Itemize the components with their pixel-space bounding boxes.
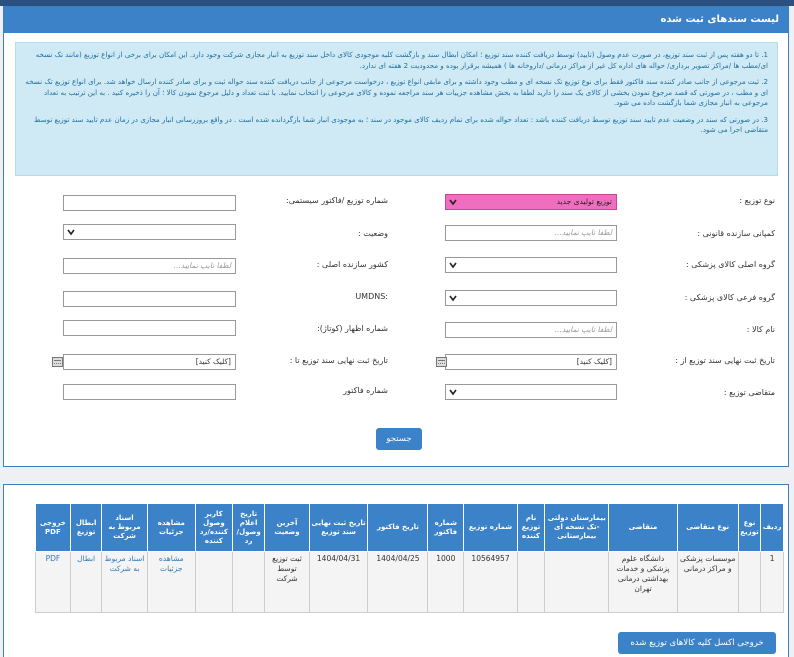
cell-gov-hospital (545, 552, 609, 613)
col-applicant: متقاضی (609, 504, 677, 552)
table-header-row (36, 504, 784, 552)
manufacturer-company-input[interactable]: لطفا تایپ نمایید... (445, 225, 617, 241)
col-receipt-date: تاریخ اعلام وصول/رد (232, 504, 265, 552)
col-company-docs: اسناد مربوط به شرکت (102, 504, 147, 552)
col-dist-type: نوع توزیع (738, 504, 761, 552)
calendar-icon[interactable] (436, 357, 447, 367)
chevron-down-icon (449, 388, 457, 396)
search-button[interactable]: جستجو (376, 428, 422, 450)
medical-main-group-select[interactable] (445, 257, 617, 273)
distribution-type-select[interactable] (445, 194, 617, 210)
applicant-label: متقاضی توزیع : (723, 388, 775, 397)
distribution-type-label: نوع توزیع : (739, 196, 775, 205)
cell-receipt-user (195, 552, 232, 613)
medical-sub-group-label: گروه فرعی کالای پزشکی : (684, 293, 775, 302)
info-paragraph-3: 3. در صورتی که سند در وضعیت عدم تایید سند توزیع توسط دریافت کننده باشد : تعداد حواله شده برای تمام ردیف کالای موجود در سند ؛ به موجودی انبار شما بازگردانده شده است . در واقع بروزرسانی انبار مجازی در زمان عدم تایید سند توزیع توسط متقاضی اجرا می شود. (33, 114, 768, 134)
declaration-no-input[interactable] (63, 320, 236, 336)
cell-invoice-date: 1404/04/25 (368, 552, 428, 613)
cell-distributor (517, 552, 544, 613)
status-select[interactable] (63, 224, 236, 240)
cell-final-date: 1404/04/31 (309, 552, 368, 613)
cancel-link[interactable]: ابطال (70, 552, 102, 613)
info-alert (15, 42, 778, 176)
info-paragraph-1: 1. تا دو هفته پس از ثبت سند توزیع، در صورت عدم وصول (تایید) توسط دریافت کننده سند توزیع ؛ امکان ابطال سند و بازگشت کلیه موجودی کالای داخل سند توزیع به انبار مجازی شرکت وجود دارد. این امکان برای برخی از انواع توزیع (مانند تک نسخه ای/مطب ها /مراکز تصویر برداری/ حواله های اداره کل غیر از مراکز درمانی /داروخانه ها ) همیشه برقرار بوده و محدودیت 2 هفته ای ندارد. (35, 50, 768, 70)
invoice-system-no-input[interactable] (63, 195, 236, 211)
status-label: وضعیت : (357, 229, 388, 238)
item-name-input[interactable]: لطفا تایپ نمایید... (445, 322, 617, 338)
applicant-select[interactable] (445, 384, 617, 400)
col-pdf: خروجی PDF (36, 504, 71, 552)
results-table (35, 503, 784, 613)
invoice-no-input[interactable] (63, 384, 236, 400)
cell-last-status: ثبت توزیع توسط شرکت (265, 552, 309, 613)
calendar-icon[interactable] (52, 357, 63, 367)
cell-applicant: دانشگاه علوم پزشکی و خدمات بهداشتی درمانی تهران (609, 552, 677, 613)
manufacturer-country-label: کشور سازنده اصلی : (316, 260, 388, 269)
details-link[interactable]: مشاهده جزئیات (147, 552, 195, 613)
col-details: مشاهده جزئیات (147, 504, 195, 552)
medical-main-group-label: گروه اصلی کالای پزشکی : (686, 260, 775, 269)
chevron-down-icon (449, 294, 457, 302)
cell-invoice-no: 1000 (428, 552, 464, 613)
col-invoice-no: شماره فاکتور (428, 504, 464, 552)
search-panel (3, 6, 789, 467)
cell-row-no: 1 (761, 552, 784, 613)
chevron-down-icon (67, 228, 75, 236)
company-docs-link[interactable]: اسناد مربوط به شرکت (102, 552, 147, 613)
manufacturer-company-label: کمپانی سازنده قانونی : (697, 229, 775, 238)
invoice-no-label: شماره فاکتور (343, 386, 388, 395)
distribution-type-value: توزیع تولیدی جدید (556, 197, 612, 206)
medical-sub-group-select[interactable] (445, 290, 617, 306)
final-date-from-label: تاریخ ثبت نهایی سند توزیع از : (675, 356, 775, 365)
item-name-label: نام کالا : (746, 325, 775, 334)
pdf-link[interactable]: PDF (36, 552, 71, 613)
final-date-to-label: تاریخ ثبت نهایی سند توزیع تا : (289, 356, 388, 365)
declaration-no-label: شماره اظهار (کوتاژ): (317, 324, 388, 333)
manufacturer-country-input[interactable]: لطفا تایپ نمایید... (63, 258, 236, 274)
final-date-to-input[interactable]: [کلیک کنید] (63, 354, 236, 370)
col-distributor: نام توزیع کننده (517, 504, 544, 552)
col-applicant-type: نوع متقاضی (677, 504, 738, 552)
umdns-input[interactable] (63, 291, 236, 307)
cell-applicant-type: موسسات پزشکی و مراکز درمانی (677, 552, 738, 613)
excel-export-button[interactable]: خروجی اکسل کلیه کالاهای توزیع شده (618, 632, 776, 654)
col-last-status: آخرین وضعیت (265, 504, 309, 552)
col-receipt-user: کاربر وصول کننده/رد کننده (195, 504, 232, 552)
cell-dist-type (738, 552, 761, 613)
col-cancel: ابطال توزیع (70, 504, 102, 552)
table-row (36, 552, 784, 613)
col-dist-no: شماره توزیع (464, 504, 518, 552)
col-invoice-date: تاریخ فاکتور (368, 504, 428, 552)
cell-receipt-date (232, 552, 265, 613)
col-gov-hospital: بیمارستان دولتی -تک نسخه ای بیمارستانی (545, 504, 609, 552)
col-final-date: تاریخ ثبت نهایی سند توزیع (309, 504, 368, 552)
chevron-down-icon (449, 198, 457, 206)
info-paragraph-2: 2. ثبت مرجوعی از جانب صادر کننده سند فاکتور فقط برای نوع توزیع تک نسخه ای و مطب وجود داشته و برای مابقی انواع توزیع ، درخواست مرجوعی از جانب دریافت کننده سند حواله ثبت و برای صادر کننده ارسال خواهد شد. برای انواع توزیع تک نسخه ای و مطب ، در صورتی که قصد مرجوع نمودن بخشی از کالای یک سند را دارید لطفا به بخش مشاهده جزییات هر سند مراجعه نموده و کالای مرجوعی را انتخاب نمایید. با ثبت تعداد و دلیل مرجوع نمودن کالا ؛ آن را ذخیره کنید . به این ترتیب به تعداد مرجوعی به انبار مجازی شما بازگشت داده می شود. (25, 77, 768, 107)
panel-title: لیست سندهای ثبت شده (4, 7, 788, 33)
col-row-no: ردیف (761, 504, 784, 552)
chevron-down-icon (449, 261, 457, 269)
umdns-label: UMDNS: (355, 292, 388, 301)
final-date-from-input[interactable]: [کلیک کنید] (445, 354, 617, 370)
cell-dist-no: 10564957 (464, 552, 518, 613)
invoice-system-no-label: شماره توزیع /فاکتور سیستمی: (286, 196, 388, 205)
